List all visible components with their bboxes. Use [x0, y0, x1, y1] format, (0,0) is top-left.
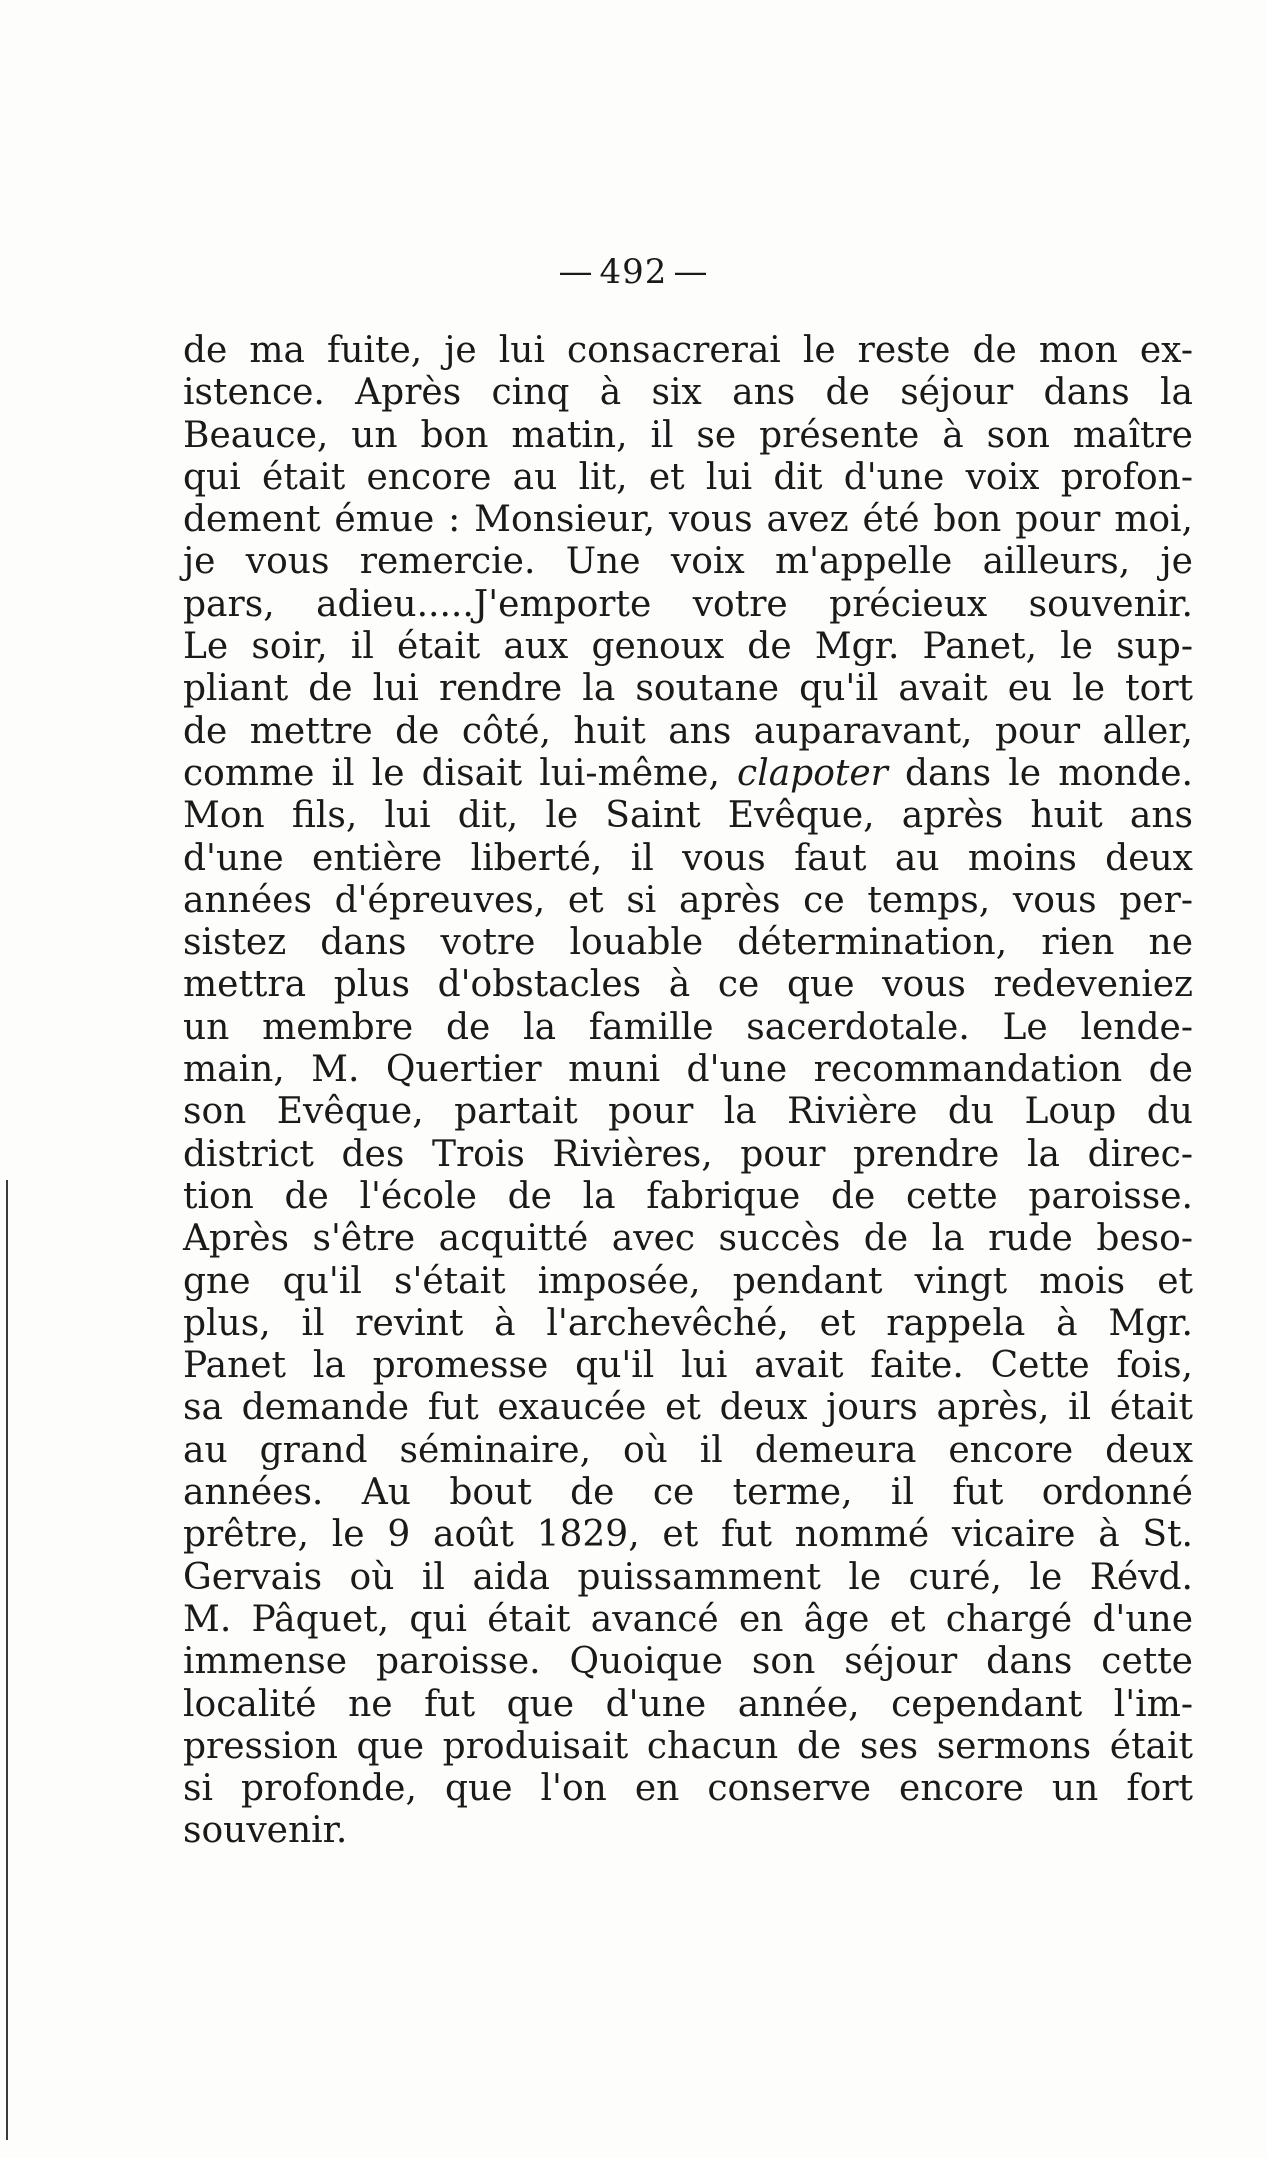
text-line: dement émue : Monsieur, vous avez été bon pour moi,	[183, 499, 1193, 541]
text-line: un membre de la famille sacerdotale. Le lende-	[183, 1006, 1193, 1048]
text-line: district des Trois Rivières, pour prendre la direc-	[183, 1133, 1193, 1175]
italic-word: clapoter	[737, 752, 888, 794]
text-line: main, M. Quertier muni d'une recommandation de	[183, 1049, 1193, 1091]
text-line: istence. Après cinq à six ans de séjour dans la	[183, 372, 1193, 414]
page-edge-rule	[6, 1180, 8, 2140]
dash-left: —	[558, 252, 594, 292]
page-number-value: 492	[599, 252, 668, 292]
text-line: Panet la promesse qu'il lui avait faite. Cette fois,	[183, 1345, 1193, 1387]
text-line: Le soir, il était aux genoux de Mgr. Panet, le sup-	[183, 626, 1193, 668]
text-line: Après s'être acquitté avec succès de la rude beso-	[183, 1218, 1193, 1260]
text-line: qui était encore au lit, et lui dit d'une voix profon-	[183, 456, 1193, 498]
text-line: mettra plus d'obstacles à ce que vous redeveniez	[183, 964, 1193, 1006]
text-line: son Evêque, partait pour la Rivière du Loup du	[183, 1091, 1193, 1133]
text-line-last: souvenir.	[183, 1810, 348, 1852]
text-line: pression que produisait chacun de ses sermons était	[183, 1725, 1193, 1767]
dash-right: —	[673, 252, 709, 292]
text-line: M. Pâquet, qui était avancé en âge et chargé d'une	[183, 1598, 1193, 1640]
text-line: pars, adieu.....J'emporte votre précieux souvenir.	[183, 583, 1193, 625]
text-line: localité ne fut que d'une année, cependant l'im-	[183, 1683, 1193, 1725]
text-line: Mon fils, lui dit, le Saint Evêque, après huit ans	[183, 795, 1193, 837]
text-line: de mettre de côté, huit ans auparavant, pour aller,	[183, 710, 1193, 752]
text-line: pliant de lui rendre la soutane qu'il avait eu le tort	[183, 668, 1193, 710]
text-line: années d'épreuves, et si après ce temps, vous per-	[183, 879, 1193, 921]
text-line: plus, il revint à l'archevêché, et rappela à Mgr.	[183, 1302, 1193, 1344]
body-text	[183, 330, 1193, 1853]
text-line: de ma fuite, je lui consacrerai le reste de mon ex-	[183, 330, 1193, 371]
text-line: Gervais où il aida puissamment le curé, le Révd.	[183, 1556, 1193, 1598]
text-line: Beauce, un bon matin, il se présente à son maître	[183, 414, 1193, 456]
text-line: gne qu'il s'était imposée, pendant vingt mois et	[183, 1260, 1193, 1302]
text-line: si profonde, que l'on en conserve encore un fort	[183, 1768, 1193, 1810]
text-line: sistez dans votre louable détermination, rien ne	[183, 922, 1193, 964]
text-line: comme il le disait lui-même, clapoter dans le monde.	[183, 752, 1194, 794]
page-number	[0, 252, 1267, 292]
text-line: d'une entière liberté, il vous faut au moins deux	[183, 837, 1193, 879]
text-line: sa demande fut exaucée et deux jours après, il était	[183, 1387, 1193, 1429]
text-line: immense paroisse. Quoique son séjour dans cette	[183, 1641, 1193, 1683]
text-line: je vous remercie. Une voix m'appelle ailleurs, je	[183, 541, 1193, 583]
text-line: tion de l'école de la fabrique de cette paroisse.	[183, 1175, 1193, 1217]
text-line: années. Au bout de ce terme, il fut ordonné	[183, 1472, 1193, 1514]
text-line: au grand séminaire, où il demeura encore deux	[183, 1429, 1193, 1471]
text-line: prêtre, le 9 août 1829, et fut nommé vicaire à St.	[183, 1514, 1193, 1556]
